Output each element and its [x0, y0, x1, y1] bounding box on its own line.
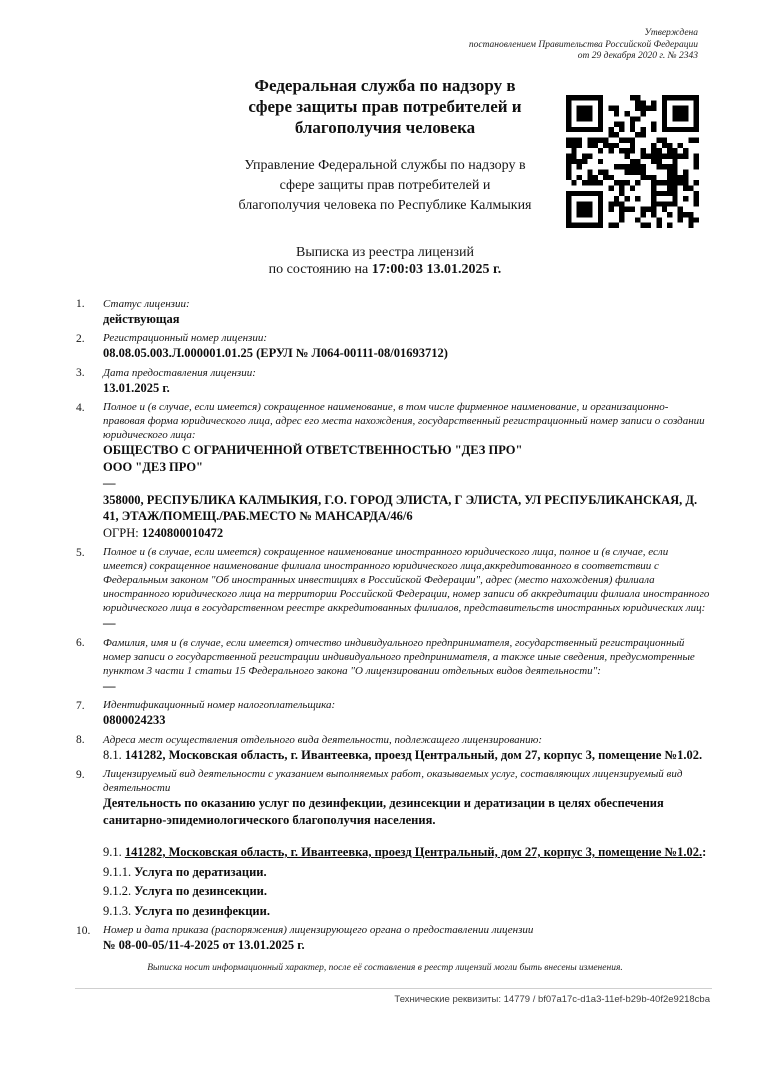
- item-number: 10.: [76, 924, 91, 937]
- item-label: Фамилия, имя и (в случае, если имеется) отчество индивидуального предпринимателя, государственный регистрационный номер записи о государственной регистрации индивидуального предпринимателя, а также иные сведения, предусмотренные пунктом 3 части 1 статьи 15 Федерального закона "О лицензировании отдельных видов деятельности":: [103, 636, 695, 677]
- document-title: [0, 244, 770, 279]
- company-ogrn: ОГРН: 1240800010472: [103, 525, 224, 540]
- as-of-line: по состоянию на 17:00:03 13.01.2025 г.: [268, 262, 502, 277]
- item-number: 1.: [76, 298, 85, 310]
- activity-address: 8.1. 141282, Московская область, г. Ивантеевка, проезд Центральный, дом 27, корпус 3, помещение №1.02.: [103, 747, 703, 762]
- item-label: Дата предоставления лицензии:: [103, 366, 256, 379]
- informational-note: Выписка носит информационный характер, после её составления в реестр лицензий могли быть внесены изменения.: [147, 962, 623, 973]
- license-status-value: действующая: [103, 311, 180, 326]
- license-reg-number-value: 08.08.05.003.Л.000001.01.25 (ЕРУЛ № Л064-00111-08/01693712): [103, 346, 448, 360]
- inn-value: 0800024233: [103, 713, 166, 727]
- license-grant-date-value: 13.01.2025 г.: [103, 380, 170, 395]
- item-label: Статус лицензии:: [103, 297, 190, 310]
- list-item-grant-date: [0, 366, 710, 397]
- technical-requisites: Технические реквизиты: 14779 / bf07a17c-d1a3-11ef-b29b-40f2e9218cba: [394, 993, 710, 1005]
- service-line: 9.1.2. Услуга по дезинсекции.: [103, 884, 267, 898]
- department-name: Управление Федеральной службы по надзору в сфере защиты прав потребителей и благополучия человека по Республике Калмыкия: [238, 157, 532, 213]
- item-number: 4.: [76, 401, 85, 414]
- qr-code: [566, 95, 699, 228]
- agency-name: Федеральная служба по надзору в сфере защиты прав потребителей и благополучия человека: [248, 75, 522, 137]
- company-address: 358000, РЕСПУБЛИКА КАЛМЫКИЯ, Г.О. ГОРОД ЭЛИСТА, Г ЭЛИСТА, УЛ РЕСПУБЛИКАНСКАЯ, Д. 41, ЭТАЖ/ПОМЕЩ./РАБ.МЕСТО № МАНСАРДА/46/6: [103, 492, 698, 523]
- title-line: Выписка из реестра лицензий: [296, 244, 474, 260]
- approval-note: [0, 28, 770, 63]
- item-number: 7.: [76, 699, 85, 712]
- approval-line: от 29 декабря 2020 г. № 2343: [577, 51, 698, 61]
- company-short-name: ООО "ДЕЗ ПРО": [103, 459, 203, 474]
- service-line: 9.1.1. Услуга по дератизации.: [103, 864, 267, 879]
- list-item-foreign-entity: [0, 545, 710, 632]
- list-item-order-number: [0, 923, 710, 954]
- order-number-value: № 08-00-05/11-4-2025 от 13.01.2025 г.: [103, 938, 305, 952]
- licensed-activity-value: Деятельность по оказанию услуг по дезинфекции, дезинсекции и дератизации в целях обеспечения санитарно-эпидемиологического благополучия населения.: [103, 796, 664, 827]
- list-item-reg-number: [0, 331, 710, 362]
- list-item-legal-entity: [0, 400, 710, 541]
- item-number: 9.: [76, 768, 85, 781]
- approval-line: Утверждена: [644, 28, 698, 38]
- list-item-status: [0, 297, 710, 328]
- list-item-activity-addresses: [0, 733, 710, 764]
- company-full-name: ОБЩЕСТВО С ОГРАНИЧЕННОЙ ОТВЕТСТВЕННОСТЬЮ "ДЕЗ ПРО": [103, 443, 523, 457]
- item-number: 8.: [76, 734, 85, 746]
- item-label: Лицензируемый вид деятельности с указанием выполняемых работ, оказываемых услуг, составляющих лицензируемый вид деятельности: [103, 768, 683, 794]
- list-item-inn: [0, 698, 710, 729]
- list-item-licensed-activity: [0, 767, 710, 919]
- empty-value-dash: —: [103, 678, 116, 693]
- item-label: Полное и (в случае, если имеется) сокращенное наименование иностранного юридического лица, полное и (в случае, если имеется) сокращенное наименование филиала иностранного юридического лица,аккредитованного в соответствии с Федеральным законом "Об иностранных инвестициях в Российской Федерации", адрес (место нахождения) филиала иностранного юридического лица на территории Российской Федерации, номер записи об аккредитации филиала иностранного юридического лица в государственном реестре аккредитованных филиалов, представительств иностранных юридических лиц:: [103, 546, 710, 614]
- item-number: 2.: [76, 332, 85, 345]
- as-of-datetime: 17:00:03 13.01.2025 г.: [371, 262, 502, 277]
- service-line: 9.1.3. Услуга по дезинфекции.: [103, 903, 270, 918]
- item-label: Номер и дата приказа (распоряжения) лицензирующего органа о предоставлении лицензии: [103, 924, 534, 936]
- empty-value-dash: —: [103, 476, 116, 490]
- item-label: Идентификационный номер налогоплательщика:: [103, 699, 336, 711]
- item-number: 5.: [76, 546, 85, 559]
- item-label: Полное и (в случае, если имеется) сокращенное наименование, в том числе фирменное наименование, и организационно-правовая форма юридического лица, адрес его места нахождения, государственный регистрационный номер записи о создании юридического лица:: [103, 401, 705, 441]
- activity-address-heading: 9.1. 141282, Московская область, г. Ивантеевка, проезд Центральный, дом 27, корпус 3, помещение №1.02.:: [103, 845, 707, 859]
- item-number: 3.: [76, 367, 85, 379]
- footer-divider: [75, 988, 712, 989]
- item-label: Адреса мест осуществления отдельного вида деятельности, подлежащего лицензированию:: [103, 733, 543, 746]
- list-item-individual-entrepreneur: [0, 636, 710, 695]
- empty-value-dash: —: [103, 616, 116, 630]
- license-fields-list: [0, 297, 770, 954]
- approval-line: постановлением Правительства Российской Федерации: [468, 39, 698, 50]
- item-number: 6.: [76, 637, 85, 649]
- item-label: Регистрационный номер лицензии:: [103, 332, 267, 344]
